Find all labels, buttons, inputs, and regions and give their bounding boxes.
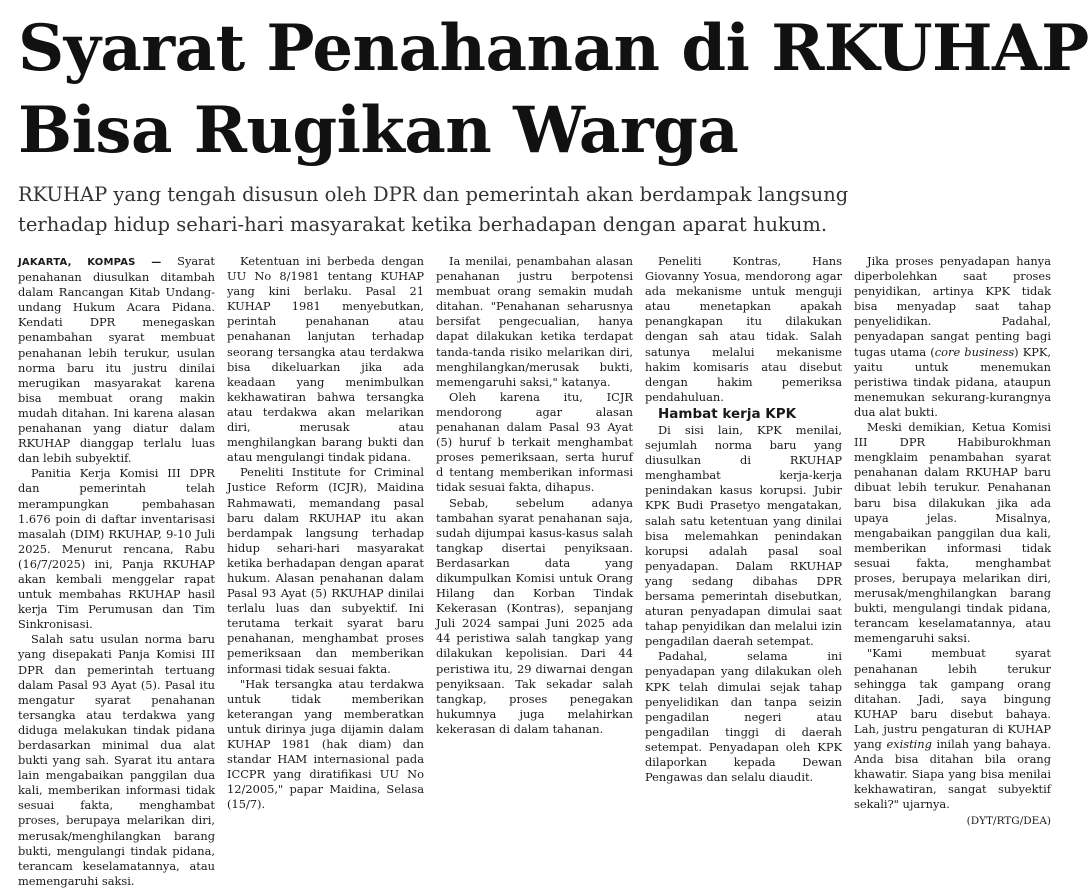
headline-line-2: Bisa Rugikan Warga bbox=[18, 93, 739, 168]
column-5 bbox=[854, 254, 1051, 860]
paragraph: Peneliti Institute for Criminal Justice Reform (ICJR), Maidina Rahmawati, memandang pasal baru dalam RKUHAP itu akan berdampak langsung terhadap hidup sehari-hari masyarakat ketika berhadapan dengan aparat hukum. Alasan penahanan dalam Pasal 93 Ayat (5) RKUHAP dinilai terlalu luas dan subyektif. Ini terutama terkait syarat baru penahanan, menghambat proses pemeriksaan dan memberikan informasi tidak sesuai fakta. bbox=[227, 465, 424, 676]
paragraph: Ia menilai, penambahan alasan penahanan justru berpotensi membuat orang semakin mudah ditahan. "Penahanan seharusnya bersifat pengecualian, hanya dapat dilakukan ketika terdapat tanda-tanda risiko melarikan diri, menghilangkan/merusak bukti, memengaruhi saksi," katanya. bbox=[436, 254, 633, 389]
paragraph: Sebab, sebelum adanya tambahan syarat penahanan saja, sudah dijumpai kasus-kasus salah tangkap disertai penyiksaan. Berdasarkan data yang dikumpulkan Komisi untuk Orang Hilang dan Korban Tindak Kekerasan (Kontras), sepanjang Juli 2024 sampai Juni 2025 ada 44 peristiwa salah tangkap yang dilakukan kepolisian. Dari 44 peristiwa itu, 29 diwarnai dengan penyiksaan. Tak sekadar salah tangkap, proses penegakan hukumnya juga melahirkan kekerasan di dalam tahanan. bbox=[436, 495, 633, 736]
paragraph: Di sisi lain, KPK menilai, sejumlah norma baru yang diusulkan di RKUHAP menghambat kerja-kerja penindakan kasus korupsi. Jubir KPK Budi Prasetyo mengatakan, salah satu ketentuan yang dinilai bisa melemahkan penindakan korupsi adalah pasal soal penyadapan. Dalam RKUHAP yang sedang dibahas DPR bersama pemerintah disebutkan, aturan penyadapan dimulai saat tahap penyidikan dan melalui izin pengadilan daerah setempat. bbox=[645, 422, 842, 649]
column-1 bbox=[18, 254, 215, 888]
paragraph bbox=[18, 254, 215, 466]
article-body bbox=[18, 254, 1052, 888]
paragraph: Meski demikian, Ketua Komisi III DPR Habiburokhman mengklaim penambahan syarat penahanan dalam RKUHAP baru dibuat lebih terukur. Penahanan baru bisa dilakukan jika ada upaya jelas. Misalnya, mengabaikan panggilan dua kali, memberikan informasi tidak sesuai fakta, menghambat proses, berupaya melarikan diri, merusak/menghilangkan barang bukti, mengulangi tindak pidana, terancam keselamatannya, atau memengaruhi saksi. bbox=[854, 420, 1051, 646]
paragraph: Salah satu usulan norma baru yang disepakati Panja Komisi III DPR dan pemerintah tertuang dalam Pasal 93 Ayat (5). Pasal itu mengatur syarat penahanan tersangka atau terdakwa yang diduga melakukan tindak pidana berdasarkan minimal dua alat bukti yang sah. Syarat itu antara lain mengabaikan panggilan dua kali, memberikan informasi tidak sesuai fakta, menghambat proses, berupaya melarikan diri, merusak/menghilangkan barang bukti, mengulangi tindak pidana, terancam keselamatannya, atau memengaruhi saksi. bbox=[18, 632, 215, 888]
paragraph bbox=[854, 646, 1051, 812]
paragraph: Oleh karena itu, ICJR mendorong agar alasan penahanan dalam Pasal 93 Ayat (5) huruf b terkait menghambat proses pemeriksaan, serta huruf d tentang memberikan informasi tidak sesuai fakta, dihapus. bbox=[436, 389, 633, 495]
subheadline-line-2: terhadap hidup sehari-hari masyarakat ketika berhadapan dengan aparat hukum. bbox=[18, 213, 828, 236]
headline bbox=[18, 8, 1089, 172]
column-2 bbox=[227, 254, 424, 860]
section-subhead: Hambat kerja KPK bbox=[658, 405, 797, 422]
column-3 bbox=[436, 254, 633, 860]
column-4 bbox=[645, 254, 842, 860]
paragraph bbox=[854, 254, 1051, 420]
paragraph: Padahal, selama ini penyadapan yang dilakukan oleh KPK telah dimulai sejak tahap penyelidikan dan tanpa seizin pengadilan negeri atau pengadilan tinggi di daerah setempat. Penyadapan oleh KPK dilaporkan kepada Dewan Pengawas dan selalu diaudit. bbox=[645, 649, 842, 785]
paragraph-text: "Kami membuat syarat penahanan lebih terukur sehingga tak gampang orang ditahan. Jadi, saya bingung KUHAP baru disebut bahaya. Lah, justru pengaturan di KUHAP yang bbox=[854, 646, 1051, 751]
paragraph-text: ) KPK, yaitu untuk menemukan peristiwa tindak pidana, ataupun menemukan sekurang-kurangnya dua alat bukti. bbox=[854, 344, 1052, 419]
paragraph-text: inilah yang bahaya. Anda bisa ditahan bila orang khawatir. Siapa yang bisa menilai kekhawatiran, sangat subyektif sekali?" ujarnya. bbox=[854, 737, 1051, 812]
byline-credit: (DYT/RTG/DEA) bbox=[966, 815, 1051, 828]
paragraph-text: Syarat penahanan diusulkan ditambah dalam Rancangan Kitab Undang-undang Hukum Acara Pidana. Kendati DPR menegaskan penambahan syarat membuat penahanan lebih terukur, usulan norma baru itu justru dinilai merugikan masyarakat karena bisa membuat orang makin mudah ditahan. Ini karena alasan penahanan yang diatur dalam RKUHAP dianggap terlalu luas dan lebih subyektif. bbox=[18, 254, 215, 466]
italic-term: core business bbox=[934, 344, 1015, 359]
subheadline bbox=[18, 180, 1048, 240]
dateline: JAKARTA, KOMPAS — bbox=[18, 257, 162, 268]
paragraph: Peneliti Kontras, Hans Giovanny Yosua, mendorong agar ada mekanisme untuk menguji atau menetapkan apakah penangkapan itu dilakukan dengan sah atau tidak. Salah satunya melalui mekanisme hakim komisaris atau disebut dengan hakim pemeriksa pendahuluan. bbox=[645, 254, 842, 404]
headline-line-1: Syarat Penahanan di RKUHAP bbox=[18, 11, 1089, 86]
paragraph-text: Jika proses penyadapan hanya diperbolehkan saat proses penyidikan, artinya KPK tidak bisa menyadap saat tahap penyelidikan. Padahal, penyadapan sangat penting bagi tugas utama ( bbox=[854, 254, 1051, 359]
subheadline-line-1: RKUHAP yang tengah disusun oleh DPR dan pemerintah akan berdampak langsung bbox=[18, 183, 849, 206]
paragraph: Panitia Kerja Komisi III DPR dan pemerintah telah merampungkan pembahasan 1.676 poin di daftar inventarisasi masalah (DIM) RKUHAP, 9-10 Juli 2025. Menurut rencana, Rabu (16/7/2025) ini, Panja RKUHAP akan kembali menggelar rapat untuk membahas RKUHAP hasil kerja Tim Perumusan dan Tim Sinkronisasi. bbox=[18, 466, 215, 632]
paragraph: Ketentuan ini berbeda dengan UU No 8/1981 tentang KUHAP yang kini berlaku. Pasal 21 KUHAP 1981 menyebutkan, perintah penahanan atau penahanan lanjutan terhadap seorang tersangka atau terdakwa bisa dikeluarkan jika ada keadaan yang menimbulkan kekhawatiran bahwa tersangka atau terdakwa akan melarikan diri, merusak atau menghilangkan barang bukti dan atau mengulangi tindak pidana. bbox=[227, 254, 424, 465]
paragraph: "Hak tersangka atau terdakwa untuk tidak memberikan keterangan yang memberatkan untuk dirinya juga dijamin dalam KUHAP 1981 (hak diam) dan standar HAM internasional pada ICCPR yang diratifikasi UU No 12/2005," papar Maidina, Selasa (15/7). bbox=[227, 676, 424, 812]
italic-term: existing bbox=[886, 737, 932, 751]
